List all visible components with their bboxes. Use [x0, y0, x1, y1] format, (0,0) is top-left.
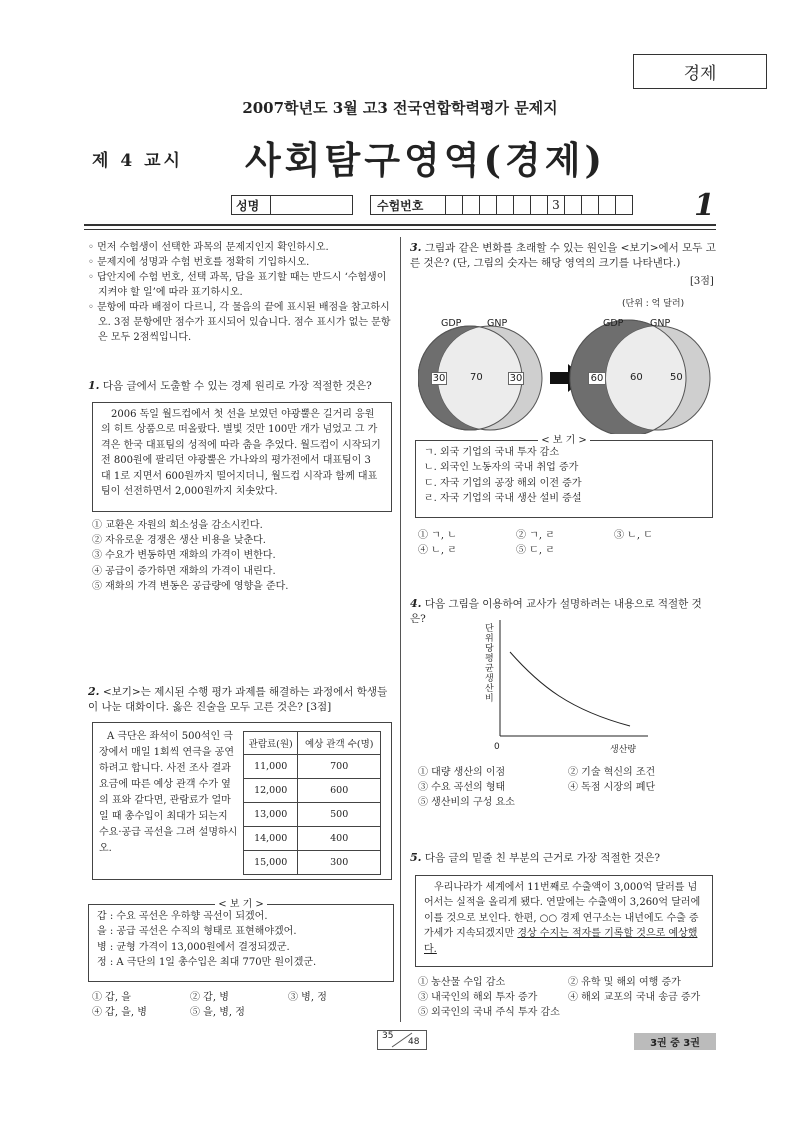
q4-option[interactable]: ⑤ 생산비의 구성 요소: [418, 797, 515, 809]
q2-number: 2.: [88, 685, 100, 698]
q3-unit: (단위 : 억 달러): [622, 299, 685, 309]
q1-option[interactable]: ③ 수요가 변동하면 재화의 가격이 변한다.: [92, 550, 276, 562]
q5-option[interactable]: ① 농산물 수입 감소: [418, 977, 506, 988]
venn-value: 30: [509, 373, 523, 384]
bogi-item: ㄷ. 자국 기업의 공장 해외 이전 증가: [424, 477, 582, 489]
q2-option[interactable]: ④ 갑, 을, 병: [92, 1007, 147, 1019]
venn-label: GDP: [603, 318, 624, 329]
q5-option[interactable]: ③ 내국인의 해외 투자 증가: [418, 992, 538, 1004]
q5-option[interactable]: ④ 해외 교포의 국내 송금 증가: [568, 992, 701, 1004]
q3-points: [3점]: [690, 276, 714, 287]
venn-value: 30: [432, 373, 446, 384]
q4-option[interactable]: ② 기술 혁신의 조건: [568, 767, 656, 778]
name-field[interactable]: [271, 195, 353, 215]
table-cell: 600: [298, 779, 381, 803]
q1-stem: [88, 378, 394, 394]
exam-number-box[interactable]: [463, 195, 480, 215]
exam-number-box[interactable]: [497, 195, 514, 215]
page-number: 1: [694, 188, 715, 223]
header-divider: [84, 229, 716, 230]
q4-text: 다음 그림을 이용하여 교사가 설명하려는 내용으로 적절한 것은?: [410, 598, 702, 625]
q3-option[interactable]: ① ㄱ, ㄴ: [418, 530, 457, 541]
q4-option[interactable]: ③ 수요 곡선의 형태: [418, 782, 506, 794]
q2-bogi-box: [88, 899, 394, 982]
q1-option[interactable]: ① 교환은 자원의 희소성을 감소시킨다.: [92, 520, 263, 531]
instruction-item: ◦ 문항에 따라 배점이 다르니, 각 물음의 끝에 표시된 배점을 참고하시오. 3점 문항에만 점수가 표시되어 있습니다. 점수 표시가 없는 문항은 모두 2점씩입니다.: [88, 302, 391, 343]
exam-number-box[interactable]: [531, 195, 548, 215]
instruction-item: ◦ 답안지에 수험 번호, 선택 과목, 답을 표기할 때는 반드시 ‘수험생이 지켜야 할 일’에 따라 표기하시오.: [88, 272, 387, 298]
instruction-item: ◦ 문제지에 성명과 수험 번호를 정확히 기입하시오.: [88, 257, 310, 268]
q5-option[interactable]: ② 유학 및 해외 여행 증가: [568, 977, 681, 988]
q2-option[interactable]: ② 갑, 병: [190, 992, 229, 1003]
table-cell: 12,000: [244, 779, 298, 803]
subject-box: 경제: [633, 54, 767, 89]
exam-number-box[interactable]: [599, 195, 616, 215]
venn-label: GDP: [441, 318, 462, 329]
bogi-item: ㄹ. 자국 기업의 국내 생산 설비 증설: [424, 493, 582, 505]
table-row: [244, 827, 381, 851]
q1-option[interactable]: ② 자유로운 경쟁은 생산 비용을 낮춘다.: [92, 535, 266, 547]
q5-option[interactable]: ⑤ 외국인의 국내 주식 투자 감소: [418, 1007, 560, 1019]
q2-price-table: [243, 731, 381, 875]
q2-option[interactable]: ③ 병, 정: [288, 992, 327, 1003]
bogi-item: 갑 : 수요 곡선은 우하향 곡선이 되겠어.: [97, 911, 268, 922]
footer-page-indicator: [377, 1030, 427, 1050]
table-cell: 14,000: [244, 827, 298, 851]
q2-option[interactable]: ① 갑, 을: [92, 992, 131, 1003]
exam-number-box[interactable]: [480, 195, 497, 215]
table-cell: 500: [298, 803, 381, 827]
q3-option[interactable]: ② ㄱ, ㄹ: [516, 530, 555, 541]
table-row: [244, 755, 381, 779]
column-divider: [400, 237, 401, 1022]
name-number-row: [231, 195, 633, 216]
q3-option[interactable]: ④ ㄴ, ㄹ: [418, 545, 457, 557]
venn-value: 70: [470, 372, 483, 383]
table-row: [244, 803, 381, 827]
q5-text: 다음 글의 밑줄 친 부분의 근거로 가장 적절한 것은?: [424, 852, 661, 864]
venn-value: 50: [670, 372, 683, 383]
bogi-item: 정 : A 극단의 1일 총수입은 최대 770만 원이겠군.: [97, 957, 317, 969]
table-cell: 13,000: [244, 803, 298, 827]
q2-text: <보기>는 제시된 수행 평가 과제를 해결하는 과정에서 학생들이 나눈 대화이다. 옳은 진술을 모두 고른 것은? [3점]: [88, 686, 388, 713]
q4-options: [418, 765, 714, 811]
name-label: 성명: [231, 195, 271, 215]
table-cell: 11,000: [244, 755, 298, 779]
exam-number-box[interactable]: [565, 195, 582, 215]
footer-badge: 3권 중 3권: [634, 1033, 716, 1050]
venn-value: 60: [630, 372, 643, 383]
table-cell: 400: [298, 827, 381, 851]
instructions: [88, 240, 394, 345]
q4-x-label: 생산량: [610, 745, 637, 755]
q3-number: 3.: [410, 241, 422, 254]
q5-options: [418, 975, 714, 1021]
exam-number-label: 수험번호: [370, 195, 446, 215]
exam-number-box[interactable]: [582, 195, 599, 215]
exam-number-box[interactable]: [514, 195, 531, 215]
q5-underlined-text: 경상 수지는 적자를 기록할 것으로 예상했다.: [424, 928, 698, 955]
footer-page-bottom: 48: [408, 1037, 420, 1047]
table-cell: 700: [298, 755, 381, 779]
q4-y-label: 단위당 평균 생산비: [485, 624, 494, 704]
period-label: 제 4 교시: [92, 151, 183, 171]
exam-title: 2007학년도 3월 고3 전국연합학력평가 문제지: [242, 99, 558, 117]
q4-option[interactable]: ④ 독점 시장의 폐단: [568, 782, 656, 794]
q2-passage-box: [92, 722, 392, 880]
q3-venn-diagram: [418, 312, 712, 434]
q4-origin: 0: [494, 742, 500, 752]
q5-passage: [415, 875, 713, 967]
q3-option[interactable]: ⑤ ㄷ, ㄹ: [516, 545, 555, 557]
table-row: [244, 779, 381, 803]
exam-number-box[interactable]: [446, 195, 463, 215]
venn-label: GNP: [650, 318, 671, 329]
q5-stem: [410, 850, 716, 866]
q2-passage: A 극단은 좌석이 500석인 극장에서 매일 1회씩 연극을 공연하려고 합니다. 사전 조사 결과 요금에 따른 예상 관객 수가 옆의 표와 같다면, 관람료가 얼마일 때 총수입이 최대가 되는지 수요·공급 곡선을 그려 설명하시오.: [99, 731, 238, 854]
q2-options: [92, 990, 392, 1020]
table-cell: 15,000: [244, 851, 298, 875]
q3-options: [418, 528, 714, 558]
q3-option[interactable]: ③ ㄴ, ㄷ: [614, 530, 653, 541]
q2-stem: [88, 684, 394, 715]
venn-value: 60: [588, 372, 606, 385]
bogi-title: < 보 기 >: [538, 435, 590, 446]
table-header: 예상 관객 수(명): [298, 732, 381, 755]
q3-stem: [410, 240, 716, 271]
q1-passage: 2006 독일 월드컵에서 첫 선을 보였던 야광뿔은 길거리 응원의 히트 상품으로 떠올랐다. 별빛 것만 100만 개가 넘었고 그 가격은 한국 대표팀의 성적에 따라 춤을 추었다. 월드컵이 시작되기 전 800원에 팔리던 야광뿔은 가나와의 평가전에서 대표팀이 3 대 1로 지면서 600원까지 떨어지더니, 월드컵 시작과 함께 대표팀이 선전하면서 2,000원까지 치솟았다.: [92, 402, 392, 512]
bogi-item: 을 : 공급 곡선은 수직의 형태로 표현해야겠어.: [97, 926, 297, 938]
footer-page-top: 35: [382, 1031, 394, 1041]
bogi-item: 병 : 균형 가격이 13,000원에서 결정되겠군.: [97, 941, 290, 953]
q2-option[interactable]: ⑤ 을, 병, 정: [190, 1007, 245, 1019]
q1-option[interactable]: ④ 공급이 증가하면 재화의 가격이 내린다.: [92, 565, 276, 577]
exam-number-digit: 3: [548, 195, 565, 215]
q1-options: [92, 518, 398, 594]
bogi-item: ㄱ. 외국 기업의 국내 투자 감소: [424, 447, 559, 458]
q4-cost-curve-chart: [490, 618, 650, 742]
main-title: 사회탐구영역(경제): [245, 138, 606, 182]
venn-label: GNP: [487, 318, 508, 329]
average-cost-curve: [510, 652, 630, 726]
table-row: [244, 851, 381, 875]
q1-option[interactable]: ⑤ 재화의 가격 변동은 공급량에 영향을 준다.: [92, 580, 289, 592]
bogi-item: ㄴ. 외국인 노동자의 국내 취업 증가: [424, 462, 579, 474]
q3-text: 그림과 같은 변화를 초래할 수 있는 원인을 <보기>에서 모두 고른 것은? (단, 그림의 숫자는 해당 영역의 크기를 나타낸다.): [410, 242, 716, 269]
table-header: 관람료(원): [244, 732, 298, 755]
header-divider: [84, 224, 716, 226]
q3-bogi-box: [415, 435, 713, 518]
q4-option[interactable]: ① 대량 생산의 이점: [418, 767, 506, 778]
instruction-item: ◦ 먼저 수험생이 선택한 과목의 문제지인지 확인하시오.: [88, 242, 329, 253]
q1-text: 다음 글에서 도출할 수 있는 경제 원리로 가장 적절한 것은?: [102, 380, 372, 392]
table-cell: 300: [298, 851, 381, 875]
q1-number: 1.: [88, 379, 100, 392]
q4-number: 4.: [410, 597, 422, 610]
q5-number: 5.: [410, 851, 422, 864]
bogi-title: < 보 기 >: [215, 899, 267, 910]
q5-passage-text: 우리나라가 세계에서 11번째로 수출액이 3,000억 달러를 넘어서는 실적을 올리게 됐다. 연말에는 수출액이 3,260억 달러에 이를 것으로 보인다. 한편, ○○ 경제 연구소는 내년에도 수출 증가세가 지속되겠지만: [424, 882, 701, 940]
exam-number-box[interactable]: [616, 195, 633, 215]
